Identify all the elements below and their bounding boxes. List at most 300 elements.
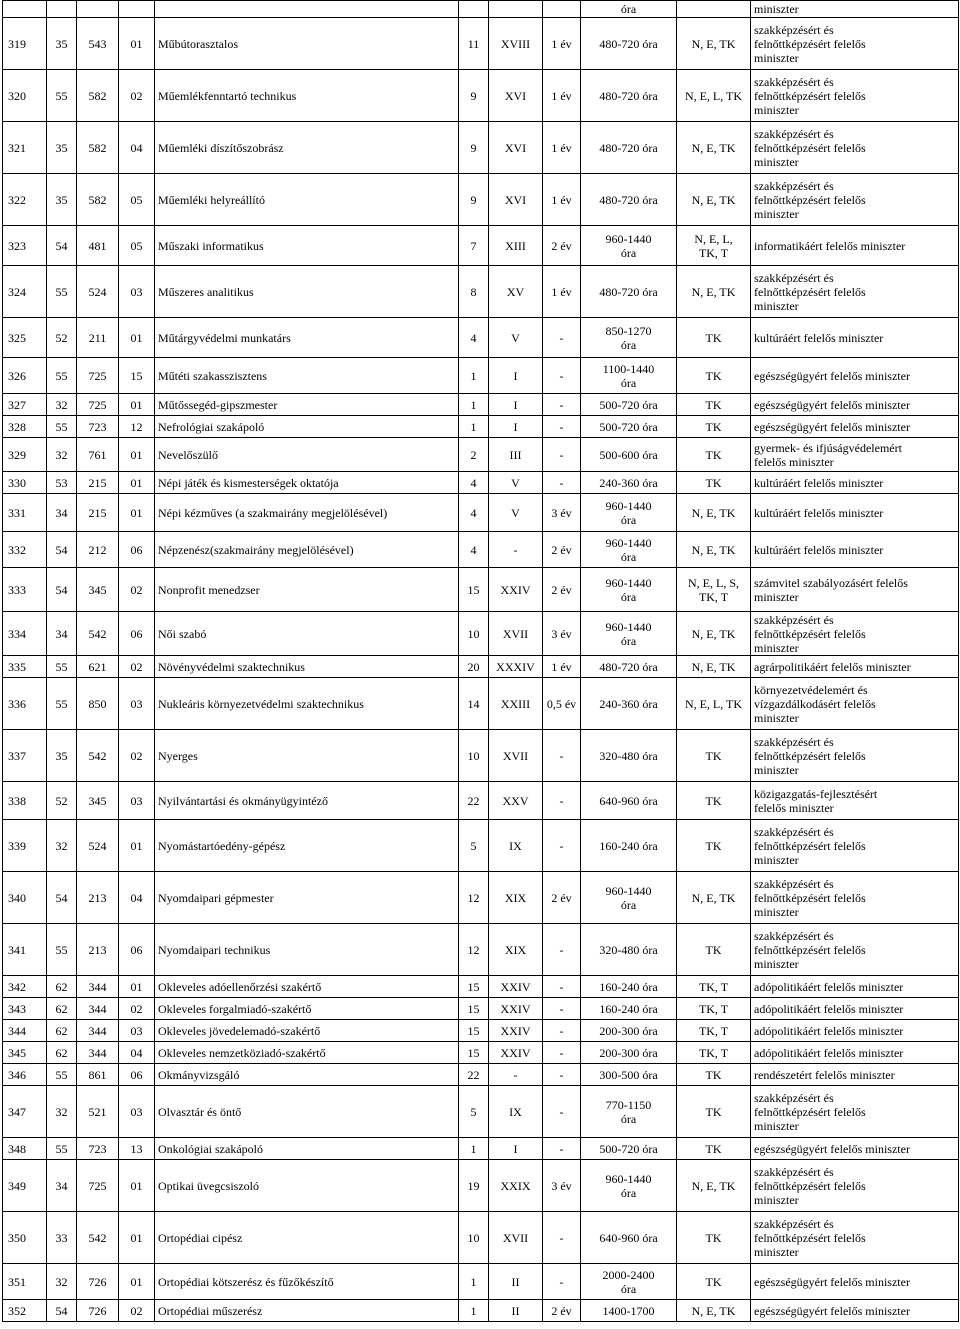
field-number-cell: 15 — [459, 568, 489, 612]
hours-cell: 240-360 óra — [581, 472, 677, 494]
code1-cell: 34 — [47, 1160, 77, 1212]
code1-cell: 62 — [47, 998, 77, 1020]
forms-cell: N, E, L, TK — [677, 678, 751, 730]
name-cell: Műszaki informatikus — [155, 226, 459, 266]
code3-cell: 06 — [119, 1064, 155, 1086]
code2-cell: 725 — [77, 358, 119, 394]
hours-cell: 160-240 óra — [581, 998, 677, 1020]
hours-cell: 160-240 óra — [581, 976, 677, 998]
id-cell: 325 — [3, 318, 47, 358]
field-number-cell: 4 — [459, 494, 489, 532]
name-cell: Műemlékfenntartó technikus — [155, 70, 459, 122]
table-row — [3, 226, 959, 266]
code2-cell: 861 — [77, 1064, 119, 1086]
ministry-cell: egészségügyért felelős miniszter — [751, 416, 959, 438]
years-cell: 2 év — [543, 872, 581, 924]
ministry-cell: rendészetért felelős miniszter — [751, 1064, 959, 1086]
code3-cell: 01 — [119, 1212, 155, 1264]
years-cell: 1 év — [543, 174, 581, 226]
field-number-cell: 15 — [459, 998, 489, 1020]
years-cell: 3 év — [543, 612, 581, 656]
hours-cell: 960-1440 óra — [581, 226, 677, 266]
roman-cell: XXIV — [489, 1042, 543, 1064]
hours-cell: 500-720 óra — [581, 416, 677, 438]
id-cell: 349 — [3, 1160, 47, 1212]
roman-cell: XXIV — [489, 998, 543, 1020]
field-number-cell: 14 — [459, 678, 489, 730]
field-number-cell: 22 — [459, 1064, 489, 1086]
ministry-cell: szakképzésért és felnőttképzésért felelős miniszter — [751, 70, 959, 122]
roman-cell: XVI — [489, 174, 543, 226]
field-number-cell: 1 — [459, 394, 489, 416]
code1-cell: 55 — [47, 1064, 77, 1086]
roman-cell: XVII — [489, 730, 543, 782]
code2-cell: 582 — [77, 70, 119, 122]
name-cell: Műemléki díszítőszobrász — [155, 122, 459, 174]
roman-cell: XIX — [489, 924, 543, 976]
id-cell: 326 — [3, 358, 47, 394]
years-cell: 2 év — [543, 1300, 581, 1322]
forms-cell: N, E, TK — [677, 612, 751, 656]
code1-cell: 54 — [47, 872, 77, 924]
table-row — [3, 1086, 959, 1138]
code2-cell: 213 — [77, 872, 119, 924]
hours-cell: 160-240 óra — [581, 820, 677, 872]
forms-cell: N, E, TK — [677, 174, 751, 226]
ministry-cell: kultúráért felelős miniszter — [751, 532, 959, 568]
id-cell: 329 — [3, 438, 47, 472]
id-cell: 342 — [3, 976, 47, 998]
id-cell: 351 — [3, 1264, 47, 1300]
code3-cell: 06 — [119, 924, 155, 976]
roman-cell: XXXIV — [489, 656, 543, 678]
years-cell: 1 év — [543, 266, 581, 318]
roman-cell: XVIII — [489, 18, 543, 70]
table-row — [3, 998, 959, 1020]
ministry-cell: miniszter — [751, 1, 959, 18]
code2-cell: 344 — [77, 976, 119, 998]
name-cell: Okleveles jövedelemadó-szakértő — [155, 1020, 459, 1042]
ministry-cell: adópolitikáért felelős miniszter — [751, 1042, 959, 1064]
hours-cell: 770-1150 óra — [581, 1086, 677, 1138]
ministry-cell: egészségügyért felelős miniszter — [751, 1300, 959, 1322]
field-number-cell: 2 — [459, 438, 489, 472]
code2-cell: 621 — [77, 656, 119, 678]
forms-cell: TK, T — [677, 998, 751, 1020]
field-number-cell: 4 — [459, 532, 489, 568]
roman-cell: I — [489, 1138, 543, 1160]
code1-cell: 55 — [47, 656, 77, 678]
field-number-cell: 20 — [459, 656, 489, 678]
name-cell: Műtárgyvédelmi munkatárs — [155, 318, 459, 358]
forms-cell: N, E, TK — [677, 872, 751, 924]
id-cell: 334 — [3, 612, 47, 656]
name-cell: Műtéti szakasszisztens — [155, 358, 459, 394]
code1-cell: 55 — [47, 416, 77, 438]
code2-cell: 542 — [77, 1212, 119, 1264]
code3-cell: 01 — [119, 1160, 155, 1212]
ministry-cell: gyermek- és ifjúságvédelemért felelős miniszter — [751, 438, 959, 472]
id-cell: 327 — [3, 394, 47, 416]
ministry-cell: szakképzésért és felnőttképzésért felelős miniszter — [751, 1160, 959, 1212]
code2-cell: 723 — [77, 1138, 119, 1160]
table-row-continuation — [3, 1, 959, 18]
id-cell: 337 — [3, 730, 47, 782]
id-cell: 338 — [3, 782, 47, 820]
forms-cell: N, E, TK — [677, 1300, 751, 1322]
table-row — [3, 1264, 959, 1300]
field-number-cell: 8 — [459, 266, 489, 318]
name-cell: Nyomdaipari technikus — [155, 924, 459, 976]
code2-cell: 344 — [77, 998, 119, 1020]
field-number-cell: 10 — [459, 730, 489, 782]
forms-cell: N, E, TK — [677, 266, 751, 318]
years-cell: - — [543, 1042, 581, 1064]
name-cell: Ortopédiai kötszerész és fűzőkészítő — [155, 1264, 459, 1300]
forms-cell: TK — [677, 782, 751, 820]
roman-cell: V — [489, 472, 543, 494]
ministry-cell: szakképzésért és felnőttképzésért felelős miniszter — [751, 872, 959, 924]
table-row — [3, 1064, 959, 1086]
field-number-cell: 12 — [459, 924, 489, 976]
hours-cell: 200-300 óra — [581, 1042, 677, 1064]
ministry-cell: kultúráért felelős miniszter — [751, 318, 959, 358]
code1-cell: 52 — [47, 318, 77, 358]
table-row — [3, 1138, 959, 1160]
code1-cell: 55 — [47, 678, 77, 730]
code2-cell: 582 — [77, 174, 119, 226]
field-number-cell: 5 — [459, 1086, 489, 1138]
code2-cell: 215 — [77, 472, 119, 494]
table-row — [3, 532, 959, 568]
ministry-cell: adópolitikáért felelős miniszter — [751, 1020, 959, 1042]
field-number-cell: 15 — [459, 976, 489, 998]
code1-cell: 52 — [47, 782, 77, 820]
code3-cell: 01 — [119, 438, 155, 472]
ministry-cell: adópolitikáért felelős miniszter — [751, 998, 959, 1020]
field-number-cell: 1 — [459, 1300, 489, 1322]
code2-cell: 761 — [77, 438, 119, 472]
code2-cell: 723 — [77, 416, 119, 438]
code2-cell: 524 — [77, 266, 119, 318]
field-number-cell: 1 — [459, 1264, 489, 1300]
hours-cell: 480-720 óra — [581, 174, 677, 226]
roman-cell: XIX — [489, 872, 543, 924]
field-number-cell: 9 — [459, 122, 489, 174]
years-cell: - — [543, 924, 581, 976]
table-row — [3, 318, 959, 358]
hours-cell: 480-720 óra — [581, 266, 677, 318]
hours-cell: 500-720 óra — [581, 394, 677, 416]
roman-cell: XIII — [489, 226, 543, 266]
ministry-cell: informatikáért felelős miniszter — [751, 226, 959, 266]
name-cell: Női szabó — [155, 612, 459, 656]
field-number-cell: 12 — [459, 872, 489, 924]
years-cell: 0,5 év — [543, 678, 581, 730]
field-number-cell: 11 — [459, 18, 489, 70]
name-cell: Műbútorasztalos — [155, 18, 459, 70]
roman-cell: XVII — [489, 1212, 543, 1264]
ministry-cell: közigazgatás-fejlesztésért felelős miniszter — [751, 782, 959, 820]
forms-cell: TK — [677, 1064, 751, 1086]
code3-cell: 03 — [119, 266, 155, 318]
hours-cell: 960-1440 óra — [581, 612, 677, 656]
ministry-cell: környezetvédelemért és vízgazdálkodásért felelős miniszter — [751, 678, 959, 730]
table-row — [3, 568, 959, 612]
roman-cell: XXIV — [489, 976, 543, 998]
name-cell: Nyilvántartási és okmányügyintéző — [155, 782, 459, 820]
name-cell: Műtőssegéd-gipszmester — [155, 394, 459, 416]
hours-cell: 960-1440 óra — [581, 532, 677, 568]
code3-cell: 04 — [119, 1042, 155, 1064]
ministry-cell: szakképzésért és felnőttképzésért felelős miniszter — [751, 924, 959, 976]
name-cell: Okleveles nemzetköziadó-szakértő — [155, 1042, 459, 1064]
forms-cell: TK — [677, 924, 751, 976]
code1-cell: 34 — [47, 612, 77, 656]
code1-cell: 32 — [47, 394, 77, 416]
id-cell: 320 — [3, 70, 47, 122]
table-row — [3, 1160, 959, 1212]
code3-cell: 03 — [119, 1086, 155, 1138]
code1-cell: 54 — [47, 1300, 77, 1322]
code1-cell: 32 — [47, 438, 77, 472]
code3-cell: 03 — [119, 678, 155, 730]
code1-cell: 62 — [47, 1020, 77, 1042]
ministry-cell: szakképzésért és felnőttképzésért felelős miniszter — [751, 174, 959, 226]
forms-cell: TK — [677, 1138, 751, 1160]
field-number-cell: 7 — [459, 226, 489, 266]
years-cell: 2 év — [543, 568, 581, 612]
code1-cell: 55 — [47, 266, 77, 318]
code1-cell: 54 — [47, 532, 77, 568]
ministry-cell: egészségügyért felelős miniszter — [751, 1138, 959, 1160]
code2-cell: 725 — [77, 1160, 119, 1212]
forms-cell: TK, T — [677, 1020, 751, 1042]
code3-cell: 01 — [119, 1264, 155, 1300]
code1-cell: 55 — [47, 70, 77, 122]
table-row — [3, 70, 959, 122]
roman-cell: - — [489, 1064, 543, 1086]
name-cell: Okmányvizsgáló — [155, 1064, 459, 1086]
name-cell: Nefrológiai szakápoló — [155, 416, 459, 438]
roman-cell: III — [489, 438, 543, 472]
hours-cell: 240-360 óra — [581, 678, 677, 730]
table-row — [3, 678, 959, 730]
hours-cell: 480-720 óra — [581, 70, 677, 122]
name-cell: Népi kézműves (a szakmairány megjelölésével) — [155, 494, 459, 532]
years-cell: - — [543, 1020, 581, 1042]
hours-cell: 480-720 óra — [581, 18, 677, 70]
table-row — [3, 976, 959, 998]
roman-cell: V — [489, 494, 543, 532]
years-cell: 3 év — [543, 494, 581, 532]
table-row — [3, 416, 959, 438]
table-row — [3, 394, 959, 416]
id-cell: 336 — [3, 678, 47, 730]
code2-cell: 524 — [77, 820, 119, 872]
name-cell: Nyomdaipari gépmester — [155, 872, 459, 924]
name-cell: Népi játék és kismesterségek oktatója — [155, 472, 459, 494]
name-cell: Ortopédiai cipész — [155, 1212, 459, 1264]
forms-cell: TK — [677, 416, 751, 438]
name-cell: Ortopédiai műszerész — [155, 1300, 459, 1322]
id-cell: 339 — [3, 820, 47, 872]
years-cell: - — [543, 1212, 581, 1264]
hours-cell: 500-600 óra — [581, 438, 677, 472]
code1-cell: 32 — [47, 820, 77, 872]
field-number-cell: 10 — [459, 1212, 489, 1264]
code3-cell: 05 — [119, 226, 155, 266]
code3-cell: 02 — [119, 998, 155, 1020]
forms-cell: TK — [677, 1086, 751, 1138]
table-row — [3, 174, 959, 226]
hours-cell: 2000-2400 óra — [581, 1264, 677, 1300]
code3-cell: 02 — [119, 568, 155, 612]
name-cell: Műszeres analitikus — [155, 266, 459, 318]
id-cell: 332 — [3, 532, 47, 568]
years-cell: 2 év — [543, 226, 581, 266]
years-cell: - — [543, 976, 581, 998]
forms-cell: N, E, TK — [677, 494, 751, 532]
years-cell: - — [543, 1264, 581, 1300]
name-cell: Onkológiai szakápoló — [155, 1138, 459, 1160]
id-cell: 324 — [3, 266, 47, 318]
id-cell: 344 — [3, 1020, 47, 1042]
code2-cell: 345 — [77, 568, 119, 612]
code1-cell: 35 — [47, 730, 77, 782]
roman-cell: XVII — [489, 612, 543, 656]
roman-cell: - — [489, 532, 543, 568]
years-cell: - — [543, 318, 581, 358]
code2-cell: 726 — [77, 1300, 119, 1322]
name-cell: Okleveles forgalmiadó-szakértő — [155, 998, 459, 1020]
id-cell: 352 — [3, 1300, 47, 1322]
table-row — [3, 18, 959, 70]
hours-cell: 300-500 óra — [581, 1064, 677, 1086]
table-row — [3, 1300, 959, 1322]
roman-cell: XXIV — [489, 568, 543, 612]
code2-cell: 215 — [77, 494, 119, 532]
table-row — [3, 924, 959, 976]
code3-cell: 03 — [119, 782, 155, 820]
id-cell: 348 — [3, 1138, 47, 1160]
id-cell: 343 — [3, 998, 47, 1020]
years-cell: - — [543, 472, 581, 494]
id-cell: 330 — [3, 472, 47, 494]
ministry-cell: egészségügyért felelős miniszter — [751, 1264, 959, 1300]
code3-cell: 13 — [119, 1138, 155, 1160]
table-row — [3, 438, 959, 472]
table-row — [3, 266, 959, 318]
ministry-cell: egészségügyért felelős miniszter — [751, 358, 959, 394]
table-row — [3, 656, 959, 678]
table-row — [3, 612, 959, 656]
code1-cell: 55 — [47, 924, 77, 976]
id-cell: 322 — [3, 174, 47, 226]
forms-cell: TK — [677, 1212, 751, 1264]
id-cell: 333 — [3, 568, 47, 612]
code2-cell: 725 — [77, 394, 119, 416]
roman-cell: II — [489, 1264, 543, 1300]
forms-cell: TK — [677, 438, 751, 472]
code3-cell: 02 — [119, 70, 155, 122]
code3-cell: 06 — [119, 532, 155, 568]
code1-cell: 54 — [47, 568, 77, 612]
name-cell: Népzenész(szakmairány megjelölésével) — [155, 532, 459, 568]
hours-cell: 960-1440 óra — [581, 872, 677, 924]
roman-cell: XXIV — [489, 1020, 543, 1042]
roman-cell: V — [489, 318, 543, 358]
hours-cell: 850-1270 óra — [581, 318, 677, 358]
name-cell: Optikai üvegcsiszoló — [155, 1160, 459, 1212]
ministry-cell: szakképzésért és felnőttképzésért felelős miniszter — [751, 122, 959, 174]
name-cell: Műemléki helyreállító — [155, 174, 459, 226]
name-cell: Okleveles adóellenőrzési szakértő — [155, 976, 459, 998]
forms-cell: TK — [677, 1264, 751, 1300]
code2-cell: 850 — [77, 678, 119, 730]
hours-cell: 480-720 óra — [581, 122, 677, 174]
ministry-cell: szakképzésért és felnőttképzésért felelős miniszter — [751, 612, 959, 656]
field-number-cell: 1 — [459, 416, 489, 438]
roman-cell: XVI — [489, 70, 543, 122]
years-cell: - — [543, 438, 581, 472]
code3-cell: 04 — [119, 122, 155, 174]
forms-cell: N, E, L, TK, T — [677, 226, 751, 266]
roman-cell: I — [489, 394, 543, 416]
ministry-cell: szakképzésért és felnőttképzésért felelős miniszter — [751, 820, 959, 872]
forms-cell: N, E, TK — [677, 18, 751, 70]
years-cell: - — [543, 730, 581, 782]
table-row — [3, 472, 959, 494]
years-cell: 1 év — [543, 70, 581, 122]
table-row — [3, 1020, 959, 1042]
name-cell: Nonprofit menedzser — [155, 568, 459, 612]
name-cell: Olvasztár és öntő — [155, 1086, 459, 1138]
field-number-cell: 15 — [459, 1020, 489, 1042]
code1-cell: 35 — [47, 18, 77, 70]
roman-cell: XXV — [489, 782, 543, 820]
name-cell: Nyomástartóedény-gépész — [155, 820, 459, 872]
roman-cell: IX — [489, 1086, 543, 1138]
field-number-cell: 5 — [459, 820, 489, 872]
roman-cell: XXIII — [489, 678, 543, 730]
duration-cell: óra — [581, 1, 677, 18]
field-number-cell: 4 — [459, 318, 489, 358]
ministry-cell: kultúráért felelős miniszter — [751, 472, 959, 494]
code2-cell: 582 — [77, 122, 119, 174]
table-row — [3, 1042, 959, 1064]
years-cell: - — [543, 416, 581, 438]
hours-cell: 960-1440 óra — [581, 1160, 677, 1212]
roman-cell: IX — [489, 820, 543, 872]
years-cell: 1 év — [543, 656, 581, 678]
code2-cell: 344 — [77, 1042, 119, 1064]
code3-cell: 04 — [119, 872, 155, 924]
hours-cell: 640-960 óra — [581, 782, 677, 820]
id-cell: 323 — [3, 226, 47, 266]
name-cell: Nukleáris környezetvédelmi szaktechnikus — [155, 678, 459, 730]
years-cell: 1 év — [543, 18, 581, 70]
code1-cell: 55 — [47, 1138, 77, 1160]
roman-cell: I — [489, 416, 543, 438]
code1-cell: 62 — [47, 1042, 77, 1064]
code2-cell: 521 — [77, 1086, 119, 1138]
forms-cell: N, E, TK — [677, 532, 751, 568]
code3-cell: 01 — [119, 318, 155, 358]
qualifications-table — [2, 0, 959, 1322]
years-cell: - — [543, 358, 581, 394]
ministry-cell: szakképzésért és felnőttképzésért felelős miniszter — [751, 730, 959, 782]
